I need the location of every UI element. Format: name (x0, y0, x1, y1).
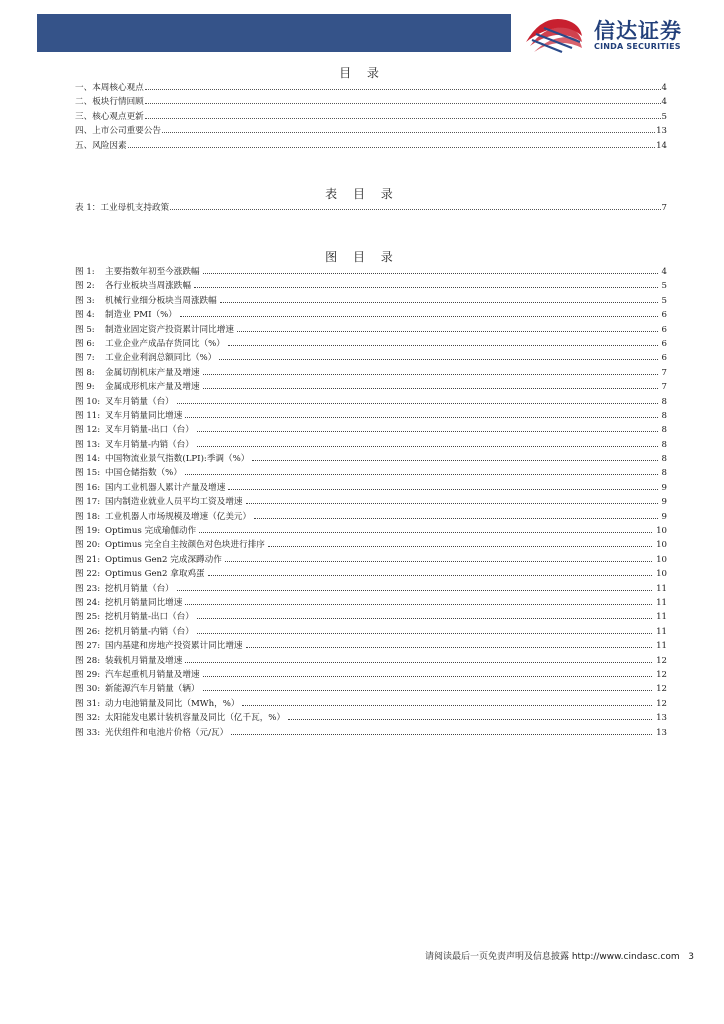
entry-page-number: 9 (661, 482, 667, 493)
dot-leader (194, 286, 658, 288)
entry-page-number: 10 (656, 526, 667, 537)
figure-number: 图 23: (75, 583, 101, 594)
entry-page-number: 11 (656, 583, 667, 594)
entry-page-number: 8 (661, 410, 667, 421)
entry-page-number: 7 (661, 382, 667, 393)
figure-entry[interactable] (75, 438, 667, 452)
dot-leader (177, 402, 658, 404)
figure-entry[interactable] (75, 366, 667, 380)
toc-entry[interactable] (75, 110, 667, 124)
figure-number: 图 14: (75, 454, 101, 465)
entry-page-number: 8 (661, 396, 667, 407)
entry-page-number: 8 (661, 439, 667, 450)
entry-page-number: 12 (656, 684, 667, 695)
figure-entry[interactable] (75, 495, 667, 509)
entry-page-number: 8 (661, 425, 667, 436)
dot-leader (197, 430, 658, 432)
figure-number: 图 33: (75, 727, 101, 738)
entry-label (75, 538, 265, 552)
entry-label (75, 323, 234, 337)
entry-page-number: 6 (661, 324, 667, 335)
figure-entry[interactable] (75, 423, 667, 437)
entry-page-number: 5 (661, 295, 667, 306)
figure-caption: 挖机月销量-内销（台） (105, 626, 194, 637)
figure-caption: 中国仓储指数（%） (105, 468, 182, 479)
figure-number: 图 21: (75, 554, 101, 565)
figure-number: 图 16: (75, 482, 101, 493)
entry-page-number: 4 (661, 267, 667, 277)
dot-leader (288, 718, 652, 720)
entry-label (75, 596, 182, 610)
entry-label (75, 711, 285, 725)
dot-leader (220, 301, 658, 303)
dot-leader (170, 208, 660, 210)
entry-label (75, 726, 228, 740)
figure-caption: 国内基建和房地产投资累计同比增速 (105, 641, 243, 652)
entry-label (75, 380, 200, 394)
entry-page-number: 10 (656, 569, 667, 580)
figure-number: 图 28: (75, 655, 101, 666)
dot-leader (228, 344, 658, 346)
entry-label (75, 366, 200, 380)
entry-label (75, 582, 174, 596)
figure-caption: 挖机月销量同比增速 (105, 597, 183, 608)
entry-label (75, 294, 217, 308)
dot-leader (237, 330, 658, 332)
dot-leader (185, 473, 658, 475)
entry-label (75, 610, 194, 624)
logo-english-name: CINDA SECURITIES (594, 42, 681, 51)
figure-caption: 金属成形机床产量及增速 (105, 382, 200, 393)
tables-list (75, 201, 667, 215)
dot-leader (203, 272, 658, 274)
dot-leader (145, 88, 661, 90)
entry-label: 一、本周核心观点 (75, 83, 144, 93)
figure-number: 图 3: (75, 295, 95, 306)
entry-label (75, 337, 225, 351)
figures-title: 图 目 录 (325, 250, 399, 264)
figure-entry[interactable] (75, 524, 667, 538)
entry-label (75, 625, 194, 639)
figure-caption: 主要指数年初至今涨跌幅 (105, 267, 200, 277)
dot-leader (268, 545, 652, 547)
figure-entry[interactable] (75, 639, 667, 653)
entry-label: 二、板块行情回顾 (75, 97, 144, 108)
figure-entry[interactable] (75, 682, 667, 696)
figure-entry[interactable] (75, 711, 667, 725)
figure-entry[interactable] (75, 553, 667, 567)
figure-number: 图 10: (75, 396, 101, 407)
entry-label (75, 682, 200, 696)
figure-number: 图 6: (75, 338, 95, 349)
toc-entry[interactable] (75, 124, 667, 138)
entry-page-number: 5 (661, 281, 667, 292)
figure-number: 图 9: (75, 382, 95, 393)
entry-page-number: 13 (656, 727, 667, 738)
entry-page-number: 4 (661, 83, 667, 93)
entry-page-number: 6 (661, 310, 667, 321)
dot-leader (145, 102, 661, 104)
figure-caption: 工业企业产成品存货同比（%） (105, 338, 225, 349)
figure-caption: 中国物流业景气指数(LPI):季调（%） (105, 454, 250, 465)
figure-entry[interactable] (75, 294, 667, 308)
figure-caption: 装载机月销量及增速 (105, 655, 183, 666)
figure-caption: 制造业固定资产投资累计同比增速 (105, 324, 234, 335)
figure-caption: 国内工业机器人累计产量及增速 (105, 482, 226, 493)
figure-caption: 机械行业细分板块当周涨跌幅 (105, 295, 217, 306)
figure-caption: 国内制造业就业人员平均工资及增速 (105, 497, 243, 508)
figure-entry[interactable] (75, 625, 667, 639)
figure-entry[interactable] (75, 481, 667, 495)
entry-page-number: 11 (656, 641, 667, 652)
figure-number: 图 11: (75, 410, 101, 421)
dot-leader (231, 733, 652, 735)
figure-number: 图 24: (75, 597, 101, 608)
entry-page-number: 10 (656, 540, 667, 551)
dot-leader (197, 617, 652, 619)
figure-entry[interactable] (75, 337, 667, 351)
dot-leader (203, 387, 658, 389)
entry-label (75, 351, 216, 365)
figure-caption: 挖机月销量-出口（台） (105, 612, 194, 623)
entry-label (75, 265, 200, 279)
figure-caption: 挖机月销量（台） (105, 583, 174, 594)
figure-caption: Optimus Gen2 完成深蹲动作 (105, 554, 222, 565)
figure-caption: Optimus Gen2 拿取鸡蛋 (105, 569, 205, 580)
figure-number: 图 31: (75, 698, 101, 709)
entry-page-number: 12 (656, 698, 667, 709)
entry-page-number: 10 (656, 554, 667, 565)
figure-entry[interactable] (75, 596, 667, 610)
figure-caption: 制造业 PMI（%） (105, 310, 177, 321)
dot-leader (197, 632, 652, 634)
entry-label (75, 452, 249, 466)
logo-chinese-name: 信达证券 (594, 19, 682, 43)
dot-leader (197, 445, 658, 447)
figure-number: 图 30: (75, 684, 101, 695)
dot-leader (185, 416, 657, 418)
figure-caption: 叉车月销量（台） (105, 396, 174, 407)
dot-leader (203, 689, 653, 691)
figure-number: 图 13: (75, 439, 101, 450)
figure-caption: 叉车月销量同比增速 (105, 410, 183, 421)
dot-leader (219, 358, 657, 360)
entry-page-number: 7 (661, 203, 667, 213)
figure-caption: 新能源汽车月销量（辆） (105, 684, 200, 695)
figure-number: 图 32: (75, 713, 101, 724)
toc-entry[interactable] (75, 81, 667, 95)
entry-label (75, 510, 251, 524)
figure-number: 图 25: (75, 612, 101, 623)
entry-page-number: 14 (656, 140, 667, 151)
figure-number: 图 1: (75, 267, 95, 277)
dot-leader (225, 560, 652, 562)
figure-entry[interactable] (75, 380, 667, 394)
dot-leader (145, 117, 661, 119)
entry-page-number: 7 (661, 367, 667, 378)
company-logo (522, 12, 702, 56)
entry-page-number: 9 (661, 497, 667, 508)
entry-label (75, 567, 205, 581)
entry-page-number: 11 (656, 612, 667, 623)
figure-caption: Optimus 完全自主按颜色对色块进行排序 (105, 540, 265, 551)
entry-page-number: 11 (656, 597, 667, 608)
dot-leader (252, 459, 657, 461)
dot-leader (185, 661, 652, 663)
entry-label: 四、上市公司重要公告 (75, 126, 161, 137)
entry-label (75, 495, 243, 509)
entry-label (75, 553, 222, 567)
cinda-logo-icon (522, 12, 588, 56)
figure-caption: 各行业板块当周涨跌幅 (105, 281, 191, 292)
figure-number: 图 19: (75, 526, 101, 537)
entry-page-number: 8 (661, 454, 667, 465)
entry-label (75, 639, 243, 653)
entry-label (75, 438, 194, 452)
dot-leader (177, 589, 652, 591)
entry-page-number: 8 (661, 468, 667, 479)
dot-leader (246, 502, 658, 504)
figure-caption: 叉车月销量-内销（台） (105, 439, 194, 450)
toc-entry[interactable] (75, 95, 667, 109)
entry-label (75, 697, 239, 711)
entry-page-number: 4 (661, 97, 667, 108)
figure-number: 图 7: (75, 353, 95, 364)
figure-entry[interactable] (75, 265, 667, 279)
entry-label (75, 279, 191, 293)
figure-number: 图 29: (75, 669, 101, 680)
dot-leader (246, 646, 653, 648)
entry-page-number: 11 (656, 626, 667, 637)
figure-caption: 叉车月销量-出口（台） (105, 425, 194, 436)
dot-leader (228, 488, 657, 490)
figure-caption: 金属切削机床产量及增速 (105, 367, 200, 378)
figure-entry[interactable] (75, 610, 667, 624)
figure-entry[interactable] (75, 726, 667, 740)
entry-page-number: 12 (656, 669, 667, 680)
entry-label: 五、风险因素 (75, 140, 127, 151)
toc-entry[interactable] (75, 201, 667, 215)
entry-label (75, 654, 182, 668)
toc-title: 目 录 (339, 66, 385, 80)
figure-number: 图 22: (75, 569, 101, 580)
dot-leader (128, 146, 655, 148)
dot-leader (199, 531, 652, 533)
entry-page-number: 6 (661, 338, 667, 349)
entry-page-number: 13 (656, 126, 667, 137)
figure-caption: 工业机器人市场规模及增速（亿美元） (105, 511, 252, 522)
page-number: 3 (688, 952, 694, 962)
figure-number: 图 2: (75, 281, 95, 292)
figure-number: 图 12: (75, 425, 101, 436)
dot-leader (254, 517, 657, 519)
figure-entry[interactable] (75, 582, 667, 596)
figure-entry[interactable] (75, 395, 667, 409)
figure-number: 图 15: (75, 468, 101, 479)
dot-leader (208, 574, 652, 576)
figure-entry[interactable] (75, 466, 667, 480)
entry-label (75, 668, 200, 682)
figure-caption: 汽车起重机月销量及增速 (105, 669, 200, 680)
entry-label (75, 524, 196, 538)
toc-entry[interactable] (75, 139, 667, 153)
entry-page-number: 6 (661, 353, 667, 364)
figure-number: 图 27: (75, 641, 101, 652)
entry-page-number: 5 (661, 111, 667, 122)
dot-leader (242, 704, 652, 706)
figure-entry[interactable] (75, 510, 667, 524)
entry-label (75, 395, 174, 409)
figures-list (75, 265, 667, 740)
figure-entry[interactable] (75, 668, 667, 682)
figure-number: 图 4: (75, 310, 95, 321)
entry-label (75, 423, 194, 437)
figure-number: 图 8: (75, 367, 95, 378)
figure-caption: 动力电池销量及同比（MWh，%） (105, 698, 240, 709)
entry-page-number: 12 (656, 655, 667, 666)
figure-entry[interactable] (75, 538, 667, 552)
dot-leader (180, 315, 658, 317)
dot-leader (203, 373, 658, 375)
figure-entry[interactable] (75, 567, 667, 581)
page-footer (425, 949, 694, 962)
figure-entry[interactable] (75, 279, 667, 293)
dot-leader (185, 603, 652, 605)
figure-entry[interactable] (75, 409, 667, 423)
figure-number: 图 20: (75, 540, 101, 551)
figure-number: 图 5: (75, 324, 95, 335)
figure-number: 图 18: (75, 511, 101, 522)
figure-caption: 光伏组件和电池片价格（元/瓦） (105, 727, 229, 738)
figure-caption: 太阳能发电累计装机容量及同比（亿千瓦，%） (105, 713, 286, 724)
dot-leader (162, 131, 655, 133)
tables-title: 表 目 录 (325, 187, 399, 201)
entry-label (75, 466, 182, 480)
figure-number: 图 26: (75, 626, 101, 637)
entry-label: 三、核心观点更新 (75, 111, 144, 122)
figure-entry[interactable] (75, 351, 667, 365)
entry-label: 表 1：工业母机支持政策 (75, 203, 170, 213)
figure-entry[interactable] (75, 697, 667, 711)
figure-entry[interactable] (75, 654, 667, 668)
footer-disclaimer-link[interactable]: 请阅读最后一页免责声明及信息披露 http://www.cindasc.com (424, 952, 680, 962)
figure-entry[interactable] (75, 452, 667, 466)
figure-caption: 工业企业利润总额同比（%） (105, 353, 217, 364)
entry-label (75, 409, 182, 423)
figure-entry[interactable] (75, 323, 667, 337)
toc-list (75, 81, 667, 153)
dot-leader (203, 675, 653, 677)
figure-caption: Optimus 完成瑜伽动作 (105, 526, 197, 537)
entry-page-number: 13 (656, 713, 667, 724)
header-bar (37, 14, 511, 52)
entry-label (75, 481, 225, 495)
figure-entry[interactable] (75, 308, 667, 322)
entry-page-number: 9 (661, 511, 667, 522)
entry-label (75, 308, 177, 322)
figure-number: 图 17: (75, 497, 101, 508)
